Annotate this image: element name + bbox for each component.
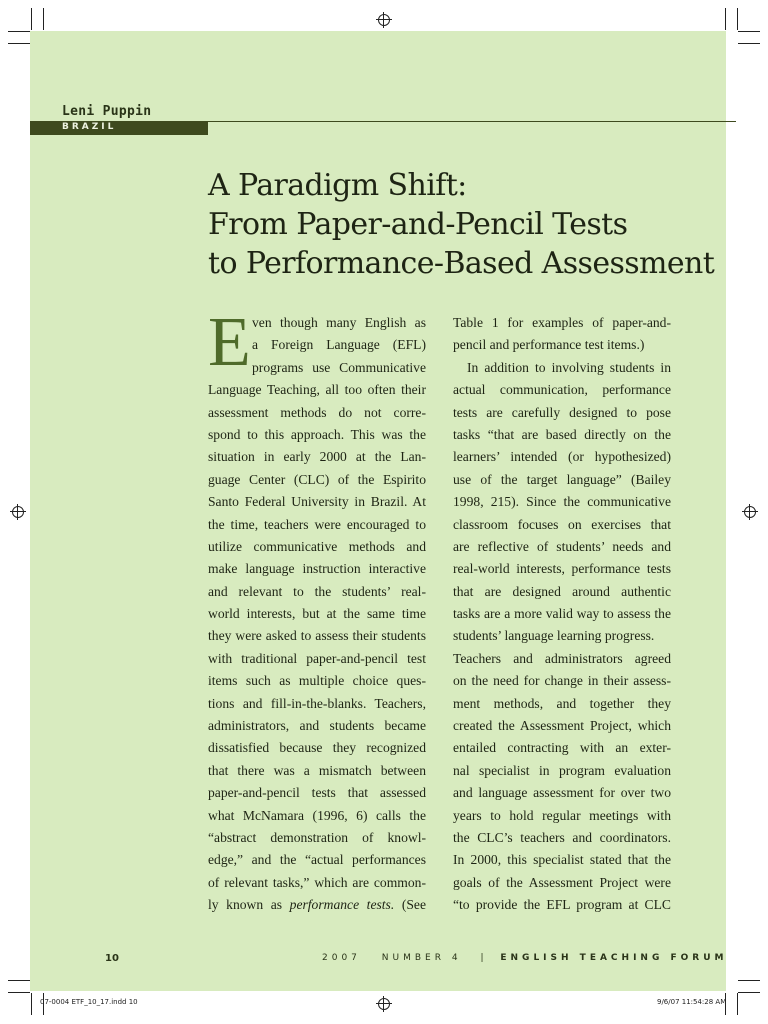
- text-line: they were asked to assess their students: [208, 628, 426, 644]
- running-footer: [322, 953, 727, 963]
- text-line: years to hold regular meetings with: [453, 807, 671, 823]
- text-line: are reflective of students’ needs and: [453, 538, 671, 554]
- text-line: make language instruction interactive: [208, 561, 426, 577]
- text-line: In 2000, this specialist stated that the: [453, 852, 671, 868]
- slug-file: 07-0004 ETF_10_17.indd 10: [40, 998, 138, 1006]
- text-fragment: ly known as: [208, 897, 283, 913]
- text-line: that there was a mismatch between: [208, 762, 426, 778]
- text-line: items such as multiple choice ques-: [208, 673, 426, 689]
- registration-mark-top: [378, 14, 390, 26]
- author-name: Leni Puppin: [62, 104, 152, 119]
- text-line: ment methods, and together they: [453, 695, 671, 711]
- text-line: and relevant to the students’ real-: [208, 583, 426, 599]
- registration-mark-left: [12, 506, 24, 518]
- country-bar: [30, 121, 208, 135]
- text-line: guage Center (CLC) of the Espirito: [208, 471, 426, 487]
- text-line: of relevant tasks,” which are common-: [208, 874, 426, 890]
- slug-timestamp: 9/6/07 11:54:28 AM: [657, 998, 727, 1006]
- text-line: goals of the Assessment Project were: [453, 874, 671, 890]
- text-line: learners’ intended (or hypothesized): [453, 449, 671, 465]
- text-line: world interests, but at the same time: [208, 606, 426, 622]
- text-line: nal specialist in program evaluation: [453, 762, 671, 778]
- text-line: entailed contracting with an exter-: [453, 740, 671, 756]
- text-line: tasks are a more valid way to assess the: [453, 606, 671, 622]
- text-line: paper-and-pencil tests that assessed: [208, 785, 426, 801]
- text-line: Teachers and administrators agreed: [453, 650, 671, 666]
- text-line: ven though many English as: [252, 315, 426, 330]
- title-line: to Performance-Based Assessment: [208, 246, 715, 281]
- title-line: From Paper-and-Pencil Tests: [208, 207, 628, 242]
- text-line: pencil and performance test items.): [453, 337, 645, 353]
- text-line: tasks “that are based directly on the: [453, 426, 671, 442]
- text-line: Table 1 for examples of paper-and-: [453, 315, 671, 330]
- article-title: [208, 166, 715, 283]
- text-line: [208, 894, 426, 916]
- text-line: that are designed around authentic: [453, 583, 671, 599]
- text-line: tests are carefully designed to pose: [453, 404, 671, 420]
- text-line: classroom focuses on exercises that: [453, 516, 671, 532]
- text-line: and language assessment for over two: [453, 785, 671, 801]
- text-line: the time, teachers were encouraged to: [208, 516, 426, 532]
- header-rule: [208, 121, 736, 122]
- text-line: the CLC’s teachers and coordinators.: [453, 829, 671, 845]
- footer-journal: ENGLISH TEACHING FORUM: [500, 953, 728, 963]
- text-line: use of the target language” (Bailey: [453, 471, 671, 487]
- text-line: “abstract demonstration of knowl-: [208, 829, 426, 845]
- text-line: dissatisfied because they recognized: [208, 740, 426, 756]
- text-line: spond to this approach. This was the: [208, 426, 426, 442]
- footer-issue: NUMBER 4: [381, 953, 462, 963]
- text-line: programs use Communicative: [252, 359, 426, 375]
- text-line: Language Teaching, all too often their: [208, 382, 426, 398]
- footer-separator: |: [480, 953, 488, 963]
- text-line: what McNamara (1996, 6) calls the: [208, 807, 426, 823]
- text-line: on the need for change in their assess-: [453, 673, 671, 689]
- text-line: 1998, 215). Since the communicative: [453, 494, 671, 510]
- text-line: real-world interests, performance tests: [453, 561, 671, 577]
- text-line: utilize communicative methods and: [208, 538, 426, 554]
- text-line: assessment methods do not corre-: [208, 404, 426, 420]
- text-line: situation in early 2000 at the Lan-: [208, 449, 426, 465]
- drop-cap: E: [208, 304, 251, 381]
- country-label: BRAZIL: [62, 122, 117, 132]
- text-line: In addition to involving students in: [467, 359, 671, 375]
- text-line: “to provide the EFL program at CLC: [453, 897, 671, 913]
- right-column: [453, 312, 671, 917]
- text-line: created the Assessment Project, which: [453, 718, 671, 734]
- registration-mark-right: [744, 506, 756, 518]
- text-line: administrators, and students became: [208, 718, 426, 734]
- text-fragment: (See: [401, 897, 426, 913]
- text-line: actual communication, performance: [453, 382, 671, 398]
- registration-mark-bottom: [378, 998, 390, 1010]
- text-line: Santo Federal University in Brazil. At: [208, 494, 426, 510]
- text-line: edge,” and the “actual performances: [208, 852, 426, 868]
- page-number: 10: [105, 953, 119, 964]
- italic-term: performance tests.: [289, 897, 395, 913]
- text-line: a Foreign Language (EFL): [252, 337, 426, 353]
- footer-year: 2007: [322, 953, 361, 963]
- text-line: students’ language learning progress.: [453, 628, 655, 644]
- text-line: with traditional paper-and-pencil test: [208, 650, 426, 666]
- title-line: A Paradigm Shift:: [208, 168, 467, 203]
- text-line: tions and fill-in-the-blanks. Teachers,: [208, 695, 426, 711]
- left-column: [208, 304, 426, 917]
